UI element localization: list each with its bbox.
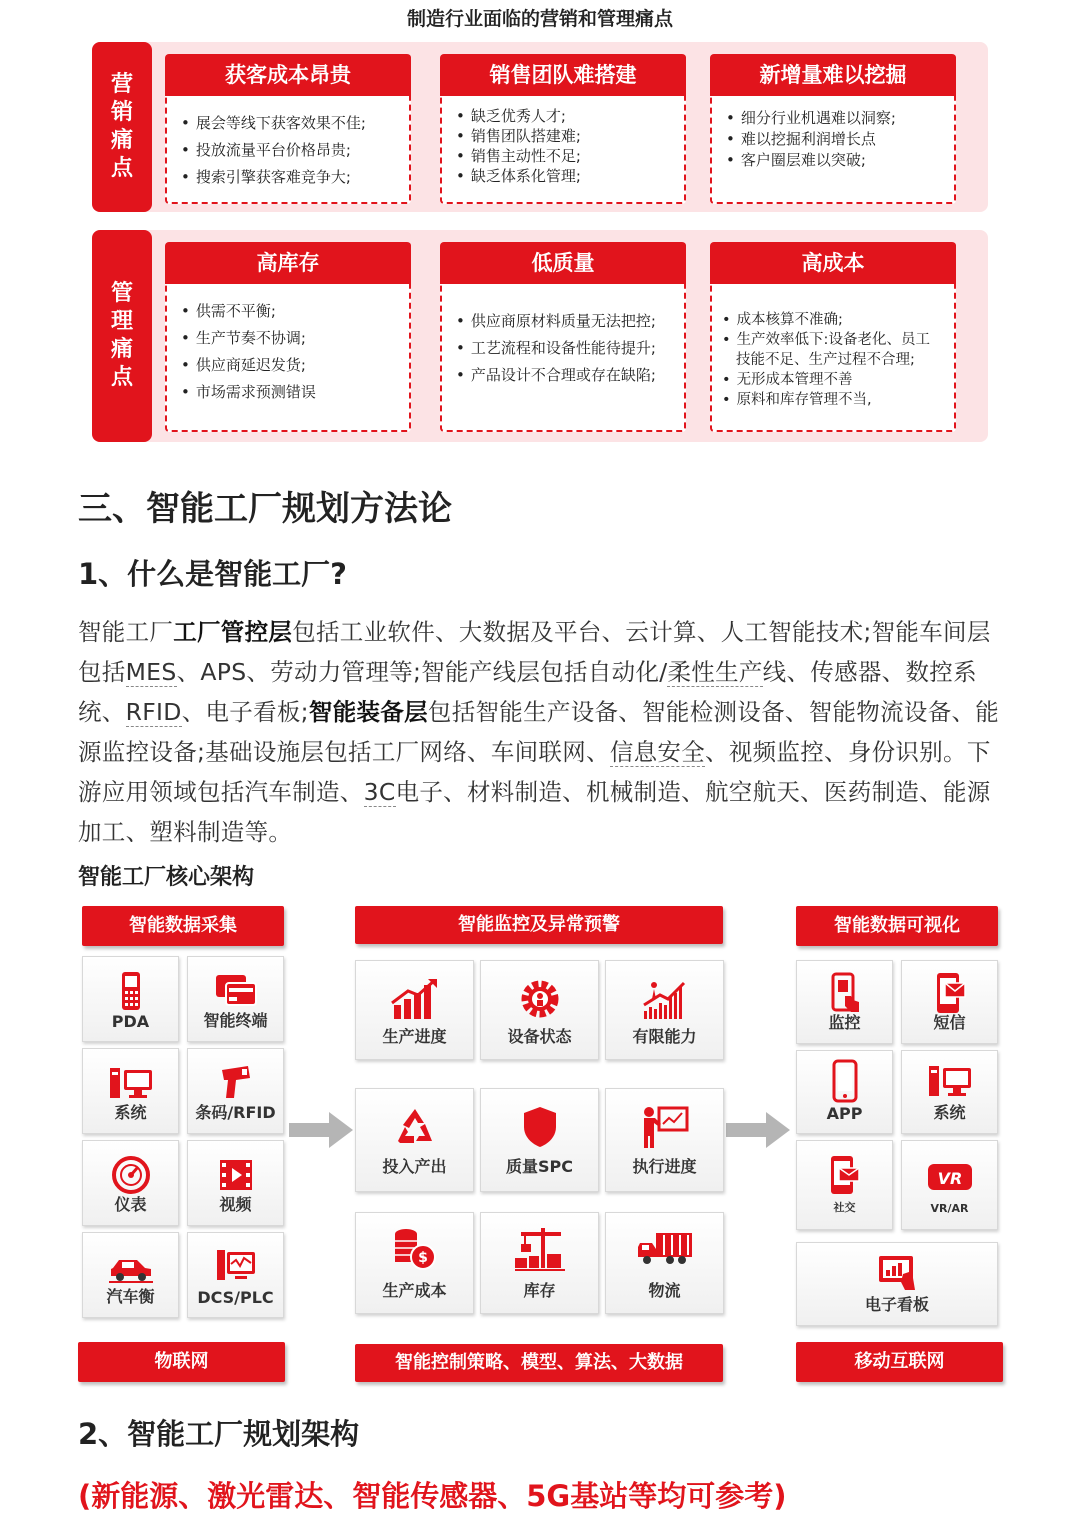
phone-monitor-icon (797, 971, 892, 1015)
data-collection-banner: 智能数据采集 (82, 906, 284, 946)
bar-chart-icon (356, 977, 473, 1021)
pain-card-title: 获客成本昂贵 (165, 54, 411, 96)
plc-icon (188, 1245, 283, 1289)
tile-label: 系统 (933, 1103, 966, 1122)
link-term[interactable]: 柔性生产 (667, 658, 763, 686)
tile-production-progress (355, 960, 474, 1060)
tile-label: 条码/RFID (195, 1103, 276, 1122)
link-term[interactable]: RFID (125, 698, 182, 726)
pain-item: • 缺乏优秀人才; (456, 107, 566, 125)
architecture-title: 智能工厂核心架构 (78, 865, 255, 890)
tile-label: APP (826, 1104, 863, 1123)
pain-item: • 供应商原材料质量无法把控; (456, 312, 656, 330)
dashboard-board-icon (797, 1251, 997, 1295)
tile-system-right (901, 1050, 998, 1134)
tile-label: 短信 (933, 1013, 966, 1032)
management-pain-row (92, 230, 988, 442)
pain-card-sales-team (440, 54, 686, 204)
gear-icon (481, 977, 598, 1021)
subheading-what-is: 1、什么是智能工厂? (78, 557, 348, 591)
computer-system-icon (902, 1059, 997, 1103)
tile-electronic-board (796, 1242, 998, 1326)
iot-banner: 物联网 (78, 1342, 285, 1382)
subheading-planning-architecture: 2、智能工厂规划架构 (78, 1417, 360, 1451)
bold-term: 工厂管控层 (173, 618, 293, 646)
tile-barcode-rfid (187, 1048, 284, 1134)
tile-smart-terminal (187, 956, 284, 1042)
mobile-internet-banner: 移动互联网 (796, 1342, 1003, 1382)
vr-icon (902, 1155, 997, 1199)
pain-card-title: 高成本 (710, 242, 956, 284)
tile-label: 智能终端 (203, 1011, 268, 1030)
svg-text:VR: VR (937, 1169, 962, 1188)
tile-dcs-plc (187, 1232, 284, 1318)
pain-card-title: 销售团队难搭建 (440, 54, 686, 96)
recycle-icon (356, 1105, 473, 1149)
marketing-side-label: 营销痛点 (92, 42, 152, 212)
tile-app (796, 1050, 893, 1134)
video-icon (188, 1153, 283, 1197)
tile-sms (901, 960, 998, 1044)
sms-icon (902, 971, 997, 1015)
bold-term: 智能装备层 (308, 698, 428, 726)
tile-label: 系统 (114, 1103, 147, 1122)
tile-label: VR/AR (930, 1202, 969, 1215)
tile-logistics (605, 1212, 724, 1314)
tile-pda (82, 956, 179, 1042)
intro-paragraph: 智能工厂工厂管控层包括工业软件、大数据及平台、云计算、人工智能技术;智能车间层包括MES、APS、劳动力管理等;智能产线层包括自动化/柔性生产线、传感器、数控系统、RFID、电子看板;智能装备层包括智能生产设备、智能检测设备、智能物流设备、能源监控设备;基础设施层包括工厂网络、车间联网、信息安全、视频监控、身份识别。下游应用领域包括汽车制造、3C电子、材料制造、机械制造、航空航天、医药制造、能源加工、塑料制造等。 (78, 618, 1000, 846)
tile-video (187, 1140, 284, 1226)
pain-card-acquisition-cost (165, 54, 411, 204)
pain-item: • 成本核算不准确; (722, 312, 843, 328)
pain-card-title: 低质量 (440, 242, 686, 284)
pda-icon (83, 969, 178, 1013)
tile-label: 仪表 (114, 1195, 147, 1214)
tile-label: 电子看板 (864, 1295, 929, 1314)
tile-quality-spc (480, 1088, 599, 1192)
coins-icon (356, 1227, 473, 1271)
tile-inventory (480, 1212, 599, 1314)
tile-label: 视频 (219, 1195, 252, 1214)
pain-item: • 搜索引擎获客难竞争大; (181, 168, 351, 186)
pain-item: • 缺乏体系化管理; (456, 167, 581, 185)
tile-label: 有限能力 (632, 1027, 697, 1046)
tile-label: 设备状态 (507, 1027, 572, 1046)
section-heading: 三、智能工厂规划方法论 (78, 489, 452, 529)
tile-input-output (355, 1088, 474, 1192)
tile-label: 社交 (833, 1201, 856, 1214)
warehouse-icon (481, 1227, 598, 1271)
smart-terminal-icon (188, 969, 283, 1013)
gauge-icon (83, 1153, 178, 1197)
pain-item: • 客户圈层难以突破; (726, 151, 866, 169)
tile-label: PDA (111, 1012, 150, 1031)
presentation-icon (606, 1105, 723, 1149)
barcode-scanner-icon (188, 1061, 283, 1105)
mobile-app-icon (797, 1059, 892, 1103)
management-side-label: 管理痛点 (92, 230, 152, 442)
pain-item: • 销售团队搭建难; (456, 127, 581, 145)
monitoring-banner: 智能监控及异常预警 (355, 906, 723, 944)
pain-item: • 供应商延迟发货; (181, 356, 306, 374)
tile-social (796, 1140, 893, 1230)
tile-label: 监控 (828, 1013, 861, 1032)
pain-item: • 产品设计不合理或存在缺陷; (456, 366, 656, 384)
growth-chart-icon (606, 977, 723, 1021)
computer-system-icon (83, 1061, 178, 1105)
tile-execution-progress (605, 1088, 724, 1192)
pain-card-high-inventory (165, 242, 411, 432)
pain-card-title: 高库存 (165, 242, 411, 284)
shield-icon (481, 1105, 598, 1149)
pain-item: • 投放流量平台价格昂贵; (181, 141, 351, 159)
pain-item: • 生产节奏不协调; (181, 329, 306, 347)
tile-label: 投入产出 (382, 1157, 447, 1176)
pain-item: • 供需不平衡; (181, 302, 276, 320)
pain-item: • 细分行业机遇难以洞察; (726, 109, 896, 127)
pain-item: • 市场需求预测错误 (181, 383, 316, 401)
tile-label: 汽车衡 (106, 1287, 155, 1306)
pain-card-low-quality (440, 242, 686, 432)
figure-title: 制造行业面临的营销和管理痛点 (406, 8, 673, 30)
svg-text:$: $ (417, 1250, 428, 1266)
pain-item: • 生产效率低下:设备老化、员工 (722, 332, 930, 348)
tile-production-cost (355, 1212, 474, 1314)
truck-scale-icon (83, 1245, 178, 1289)
pain-item: • 展会等线下获客效果不佳; (181, 114, 366, 132)
reference-note: (新能源、激光雷达、智能传感器、5G基站等均可参考) (78, 1479, 787, 1513)
pain-item: • 销售主动性不足; (456, 147, 581, 165)
tile-label: 生产进度 (382, 1027, 447, 1046)
tile-system (82, 1048, 179, 1134)
pain-card-title: 新增量难以挖掘 (710, 54, 956, 96)
tile-label: 库存 (523, 1281, 556, 1300)
pain-card-new-growth (710, 54, 956, 204)
tile-label: 生产成本 (382, 1281, 447, 1300)
pain-item: • 难以挖掘利润增长点 (726, 130, 876, 148)
social-icon (797, 1153, 892, 1197)
marketing-pain-row (92, 42, 988, 212)
pain-card-high-cost (710, 242, 956, 432)
arrow-right-icon (289, 1110, 355, 1150)
visualization-banner: 智能数据可视化 (796, 906, 998, 946)
pain-item: • 工艺流程和设备性能待提升; (456, 339, 656, 357)
link-term[interactable]: 3C (363, 778, 396, 806)
tile-truck-scale (82, 1232, 179, 1318)
control-strategy-banner: 智能控制策略、模型、算法、大数据 (355, 1344, 723, 1382)
tile-monitoring (796, 960, 893, 1044)
tile-label: 物流 (648, 1281, 681, 1300)
pain-item: • 原料和库存管理不当, (722, 392, 872, 408)
pain-item: 技能不足、生产过程不合理; (736, 352, 915, 368)
tile-finite-capacity (605, 960, 724, 1060)
link-term[interactable]: 信息安全 (609, 738, 706, 766)
tile-label: 执行进度 (632, 1157, 697, 1176)
tile-meter (82, 1140, 179, 1226)
arrow-right-icon (726, 1110, 792, 1150)
tile-vr-ar (901, 1140, 998, 1230)
truck-icon (606, 1227, 723, 1271)
pain-item: • 无形成本管理不善 (722, 372, 853, 388)
tile-label: 质量SPC (506, 1157, 573, 1176)
tile-equipment-status (480, 960, 599, 1060)
tile-label: DCS/PLC (197, 1288, 274, 1307)
link-term[interactable]: MES (125, 658, 177, 686)
